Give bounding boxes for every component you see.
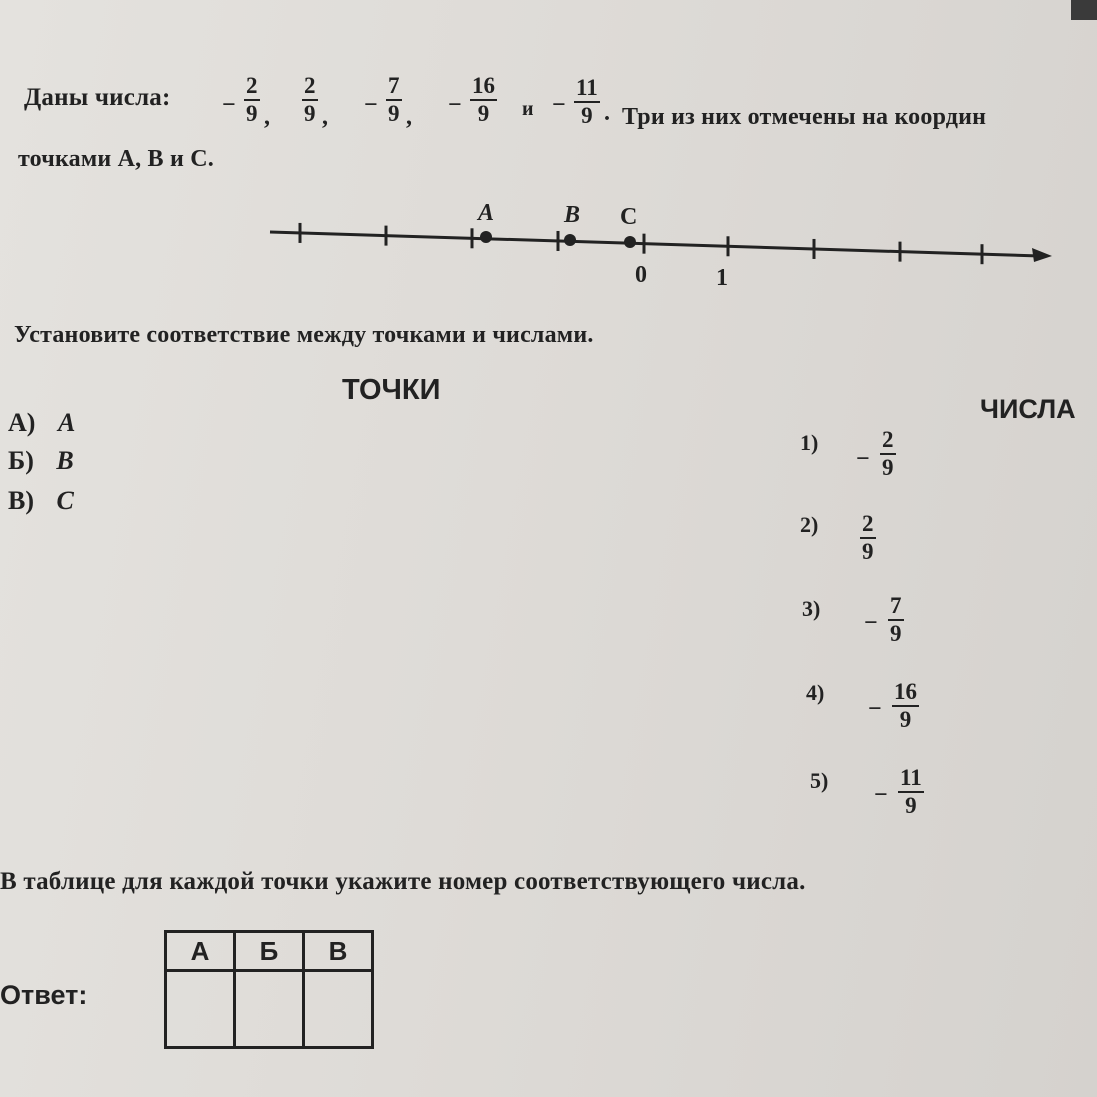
number-option-2-numerator: 2: [862, 511, 874, 536]
point-option-a: [8, 408, 75, 438]
number-option-3-numerator: 7: [890, 593, 902, 618]
point-option-b: [8, 446, 74, 476]
point-option-c: [8, 486, 74, 516]
fraction-5: [574, 76, 600, 128]
fraction-1-denominator: 9: [246, 101, 258, 126]
number-option-1-denominator: 9: [882, 455, 894, 480]
point-option-c-key: В): [8, 486, 34, 515]
point-option-a-key: А): [8, 408, 36, 437]
fraction-5-numerator: 11: [576, 75, 598, 100]
tick-label-one: 1: [716, 265, 728, 291]
answer-cell-v[interactable]: [304, 971, 373, 1048]
fraction-1-numerator: 2: [246, 73, 258, 98]
number-option-3-key: 3): [802, 596, 821, 621]
fraction-3-sign: −: [364, 92, 378, 118]
fraction-3-denominator: 9: [388, 101, 400, 126]
point-option-a-value: A: [57, 408, 76, 437]
fraction-4-denominator: 9: [477, 101, 490, 126]
number-option-4-denominator: 9: [899, 707, 912, 732]
table-instruction: В таблице для каждой точки укажите номер соответствующего числа.: [0, 868, 806, 895]
and-word: и: [522, 98, 534, 120]
given-label: Даны числа:: [24, 84, 171, 111]
fraction-2-comma: ,: [322, 104, 328, 130]
number-option-3: [888, 594, 904, 646]
fraction-5-period: .: [604, 100, 610, 126]
point-b-label: B: [564, 202, 581, 228]
number-option-4-numerator: 16: [894, 679, 917, 704]
point-c-dot: [624, 236, 636, 248]
number-option-5-denominator: 9: [905, 793, 917, 818]
number-option-5-numerator: 11: [900, 765, 922, 790]
instruction: Установите соответствие между точками и числами.: [14, 322, 594, 348]
intro-line2: точками А, В и С.: [18, 146, 214, 172]
point-option-b-key: Б): [8, 446, 34, 475]
answer-label: Ответ:: [0, 980, 88, 1010]
number-option-4-key: 4): [806, 680, 825, 705]
point-c-label: C: [620, 204, 638, 230]
answer-header-row: [166, 932, 373, 971]
number-option-1-numerator: 2: [882, 427, 894, 452]
fraction-1-sign: −: [222, 92, 236, 118]
number-option-2-key: 2): [800, 512, 819, 537]
number-option-1: [880, 428, 896, 480]
tick-label-zero: 0: [635, 262, 647, 288]
number-option-1-key: 1): [800, 430, 819, 455]
number-option-4-sign: −: [868, 696, 882, 722]
fraction-2-denominator: 9: [304, 101, 316, 126]
number-option-5-sign: −: [874, 782, 888, 808]
fraction-1: [244, 74, 260, 126]
fraction-4: [470, 74, 497, 126]
answer-header-v: В: [304, 932, 373, 971]
answer-header-a: А: [166, 932, 235, 971]
photo-corner-shadow: [1071, 0, 1097, 20]
answer-input-row: [166, 971, 373, 1048]
answer-cell-a[interactable]: [166, 971, 235, 1048]
number-option-1-sign: −: [856, 446, 870, 472]
point-option-c-value: C: [56, 486, 74, 515]
number-option-2-denominator: 9: [862, 539, 874, 564]
intro-rest-line1: Три из них отмечены на координ: [622, 104, 987, 130]
point-a-label: A: [478, 200, 495, 226]
fraction-2: [302, 74, 318, 126]
fraction-3: [386, 74, 402, 126]
fraction-4-numerator: 16: [472, 73, 495, 98]
point-option-b-value: B: [56, 446, 74, 475]
number-option-3-sign: −: [864, 610, 878, 636]
answer-table: [164, 930, 374, 1049]
axis-arrow: [1032, 248, 1052, 262]
answer-cell-b[interactable]: [235, 971, 304, 1048]
fraction-1-comma: ,: [264, 104, 270, 130]
answer-header-b: Б: [235, 932, 304, 971]
number-option-3-denominator: 9: [890, 621, 902, 646]
fraction-2-numerator: 2: [304, 73, 316, 98]
fraction-3-comma: ,: [406, 104, 412, 130]
points-heading: ТОЧКИ: [342, 374, 441, 406]
fraction-5-sign: −: [552, 92, 566, 118]
number-option-2: [860, 512, 876, 564]
number-line: [0, 190, 1097, 300]
number-option-5: [898, 766, 924, 818]
numbers-heading: ЧИСЛА: [980, 394, 1076, 424]
fraction-3-numerator: 7: [388, 73, 400, 98]
fraction-5-denominator: 9: [581, 103, 593, 128]
point-b-dot: [564, 234, 576, 246]
fraction-4-sign: −: [448, 92, 462, 118]
point-a-dot: [480, 231, 492, 243]
number-option-5-key: 5): [810, 768, 829, 793]
number-option-4: [892, 680, 919, 732]
